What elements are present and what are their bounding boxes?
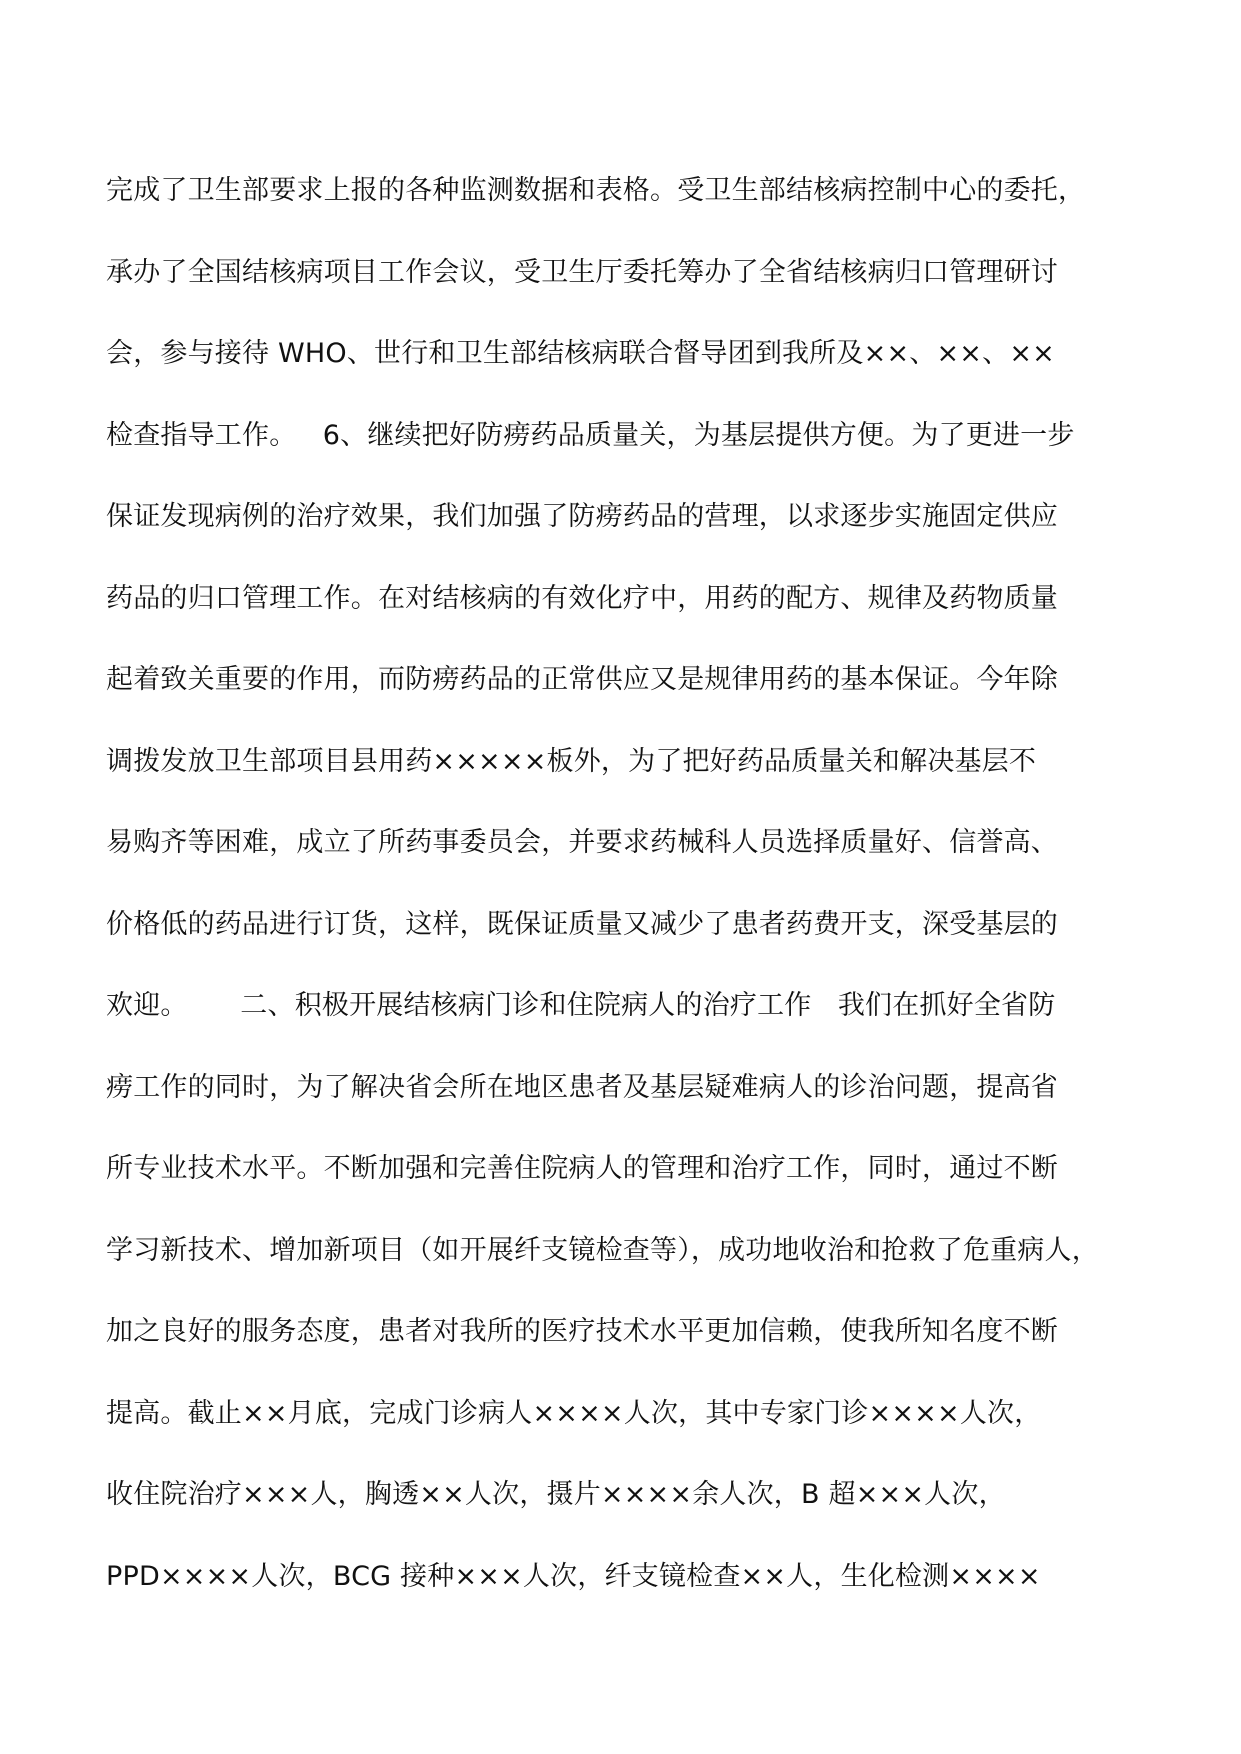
text-line: 提高。截止××月底，完成门诊病人××××人次，其中专家门诊××××人次， (106, 1397, 1042, 1429)
text-line: 学习新技术、增加新项目（如开展纤支镜检查等），成功地收治和抢救了危重病人， (106, 1234, 1099, 1266)
text-line: 药品的归口管理工作。在对结核病的有效化疗中，用药的配方、规律及药物质量 (106, 582, 1058, 614)
text-line: 检查指导工作。 6、继续把好防痨药品质量关，为基层提供方便。为了更进一步 (106, 419, 1075, 451)
text-line: 起着致关重要的作用，而防痨药品的正常供应又是规律用药的基本保证。今年除 (106, 664, 1058, 695)
text-line: 会，参与接待 WHO、世行和卫生部结核病联合督导团到我所及××、××、×× (106, 338, 1055, 369)
text-line: 痨工作的同时，为了解决省会所在地区患者及基层疑难病人的诊治问题，提高省 (106, 1071, 1058, 1103)
text-line: 收住院治疗×××人，胸透××人次，摄片××××余人次，B 超×××人次， (106, 1479, 1006, 1510)
text-line: 所专业技术水平。不断加强和完善住院病人的管理和治疗工作，同时，通过不断 (106, 1153, 1058, 1184)
text-line: 价格低的药品进行订货，这样，既保证质量又减少了患者药费开支，深受基层的 (106, 908, 1058, 940)
text-line: 完成了卫生部要求上报的各种监测数据和表格。受卫生部结核病控制中心的委托， (106, 175, 1086, 206)
text-line: 易购齐等困难，成立了所药事委员会，并要求药械科人员选择质量好、信誉高、 (106, 827, 1058, 858)
text-line: 承办了全国结核病项目工作会议，受卫生厅委托筹办了全省结核病归口管理研讨 (106, 256, 1058, 288)
text-line: 欢迎。 二、积极开展结核病门诊和住院病人的治疗工作 我们在抓好全省防 (106, 990, 1056, 1021)
text-line: PPD××××人次，BCG 接种×××人次，纤支镜检查××人，生化检测×××× (106, 1560, 1041, 1592)
body-text (106, 161, 1146, 1628)
text-line: 保证发现病例的治疗效果，我们加强了防痨药品的营理，以求逐步实施固定供应 (106, 501, 1058, 532)
text-line: 加之良好的服务态度，患者对我所的医疗技术水平更加信赖，使我所知名度不断 (106, 1316, 1058, 1347)
text-line: 调拨发放卫生部项目县用药×××××板外，为了把好药品质量关和解决基层不 (106, 745, 1037, 777)
